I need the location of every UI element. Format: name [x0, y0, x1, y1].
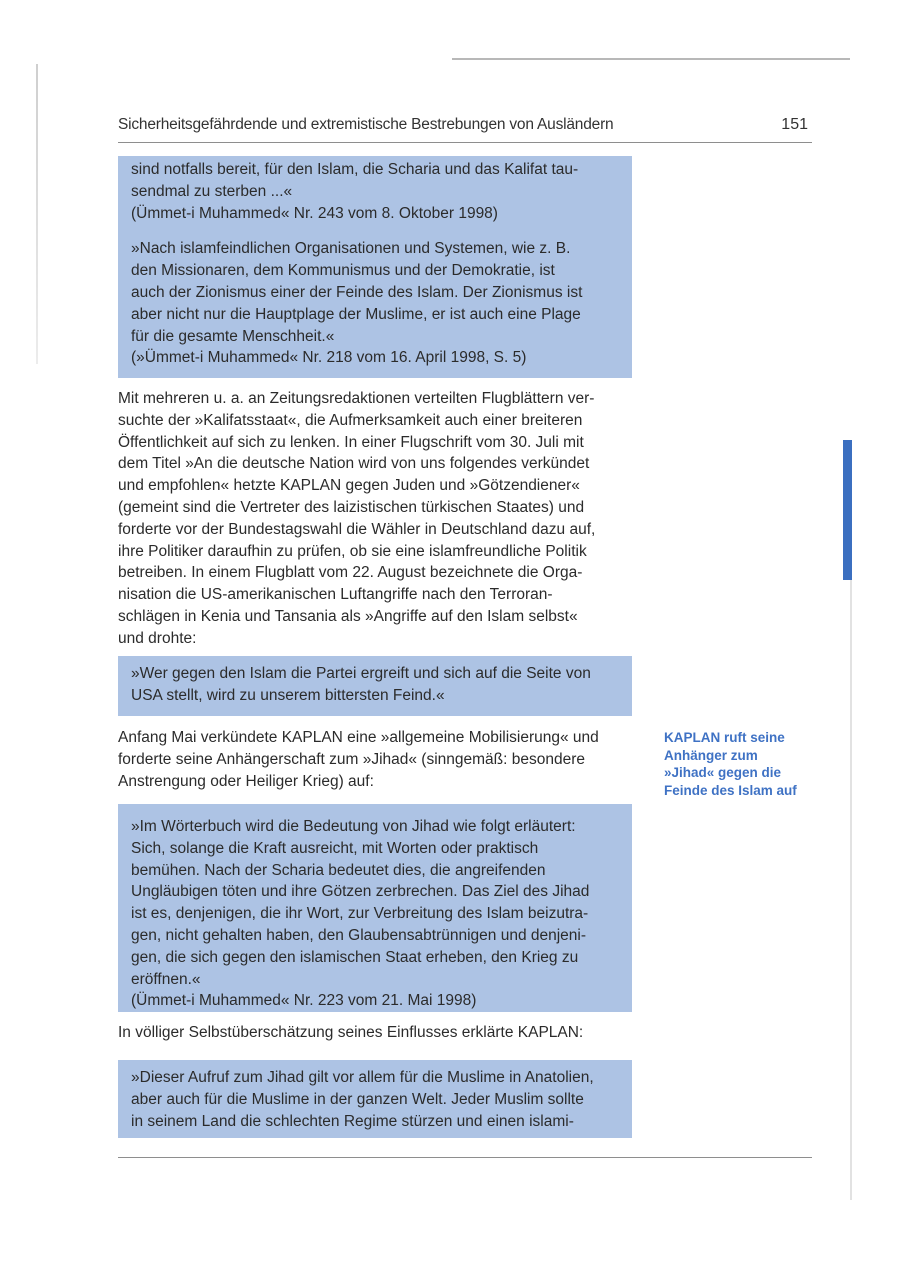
- quote-line: aber nicht nur die Hauptplage der Muslime, er ist auch eine Plage: [131, 305, 581, 323]
- body-paragraph-3: In völliger Selbstüberschätzung seines Einflusses erklärte KAPLAN:: [118, 1024, 584, 1041]
- quote-line: eröffnen.«: [131, 970, 201, 988]
- text-line: betreiben. In einem Flugblatt vom 22. August bezeichnete die Orga-: [118, 564, 583, 582]
- quote-line: »Wer gegen den Islam die Partei ergreift und sich auf die Seite von: [131, 665, 591, 682]
- body-paragraph-2: [118, 727, 632, 792]
- quote-line: Sich, solange die Kraft ausreicht, mit Worten oder praktisch: [131, 839, 539, 857]
- running-header: [118, 116, 812, 143]
- margin-note-line: Feinde des Islam auf: [664, 782, 797, 798]
- page-edge-shadow: [850, 580, 852, 1200]
- quote-block-4: [118, 1060, 632, 1138]
- page-number: 151: [781, 116, 808, 133]
- quote-block-1: [118, 156, 632, 378]
- top-scan-rule: [452, 58, 850, 60]
- margin-note-line: Anhänger zum: [664, 747, 758, 763]
- quote-line: Ungläubigen töten und ihre Götzen zerbrechen. Das Ziel des Jihad: [131, 883, 590, 901]
- text-line: forderte vor der Bundestagswahl die Wähler in Deutschland dazu auf,: [118, 520, 596, 538]
- text-line: Anstrengung oder Heiliger Krieg) auf:: [118, 772, 374, 790]
- quote-line: gen, die sich gegen den islamischen Staat erheben, den Krieg zu: [131, 948, 579, 966]
- quote-block-3: [118, 804, 632, 1012]
- scan-edge-mark: [36, 64, 38, 364]
- text-line: (gemeint sind die Vertreter des laizistischen türkischen Staates) und: [118, 498, 585, 516]
- quote-line: »Im Wörterbuch wird die Bedeutung von Jihad wie folgt erläutert:: [131, 818, 576, 835]
- text-line: ihre Politiker daraufhin zu prüfen, ob sie eine islamfreundliche Politik: [118, 542, 587, 560]
- footer-rule: [118, 1157, 812, 1158]
- text-line: und drohte:: [118, 629, 197, 647]
- paragraph-gap: [131, 224, 619, 238]
- text-line: Anfang Mai verkündete KAPLAN eine »allgemeine Mobilisierung« und: [118, 729, 599, 746]
- quote-line: USA stellt, wird zu unserem bittersten Feind.«: [131, 686, 445, 704]
- chapter-side-tab: [843, 440, 852, 580]
- quote-line: in seinem Land die schlechten Regime stürzen und einen islami-: [131, 1112, 574, 1130]
- quote-line: auch der Zionismus einer der Feinde des Islam. Der Zionismus ist: [131, 283, 583, 301]
- body-paragraph-1: [118, 388, 632, 650]
- text-line: dem Titel »An die deutsche Nation wird von uns folgendes verkündet: [118, 455, 590, 473]
- quote-line: »Nach islamfeindlichen Organisationen und Systemen, wie z. B.: [131, 240, 571, 258]
- quote-line: aber auch für die Muslime in der ganzen Welt. Jeder Muslim sollte: [131, 1090, 584, 1108]
- margin-note-line: »Jihad« gegen die: [664, 765, 782, 781]
- quote-block-2: [118, 656, 632, 716]
- text-line: schlägen in Kenia und Tansania als »Angriffe auf den Islam selbst«: [118, 607, 578, 625]
- quote-line: »Dieser Aufruf zum Jihad gilt vor allem für die Muslime in Anatolien,: [131, 1069, 594, 1086]
- quote-line: gen, nicht gehalten haben, den Glaubensabtrünnigen und denjeni-: [131, 926, 587, 944]
- text-line: suchte der »Kalifatsstaat«, die Aufmerksamkeit auch einer breiteren: [118, 411, 583, 429]
- quote-source: (»Ümmet-i Muhammed« Nr. 218 vom 16. April 1998, S. 5): [131, 349, 527, 367]
- text-line: forderte seine Anhängerschaft zum »Jihad« (sinngemäß: besondere: [118, 750, 586, 768]
- quote-line: den Missionaren, dem Kommunismus und der Demokratie, ist: [131, 262, 555, 280]
- quote-source: (Ümmet-i Muhammed« Nr. 223 vom 21. Mai 1998): [131, 992, 477, 1010]
- quote-line: sind notfalls bereit, für den Islam, die Scharia und das Kalifat tau-: [131, 161, 579, 178]
- margin-note: [664, 729, 834, 799]
- quote-line: bemühen. Nach der Scharia bedeutet dies, die angreifenden: [131, 861, 546, 879]
- quote-source: (Ümmet-i Muhammed« Nr. 243 vom 8. Oktober 1998): [131, 204, 498, 222]
- quote-line: für die gesamte Menschheit.«: [131, 327, 335, 345]
- running-header-title: Sicherheitsgefährdende und extremistische Bestrebungen von Ausländern: [118, 116, 614, 133]
- quote-line: ist es, denjenigen, die ihr Wort, zur Verbreitung des Islam beizutra-: [131, 905, 589, 923]
- quote-line: sendmal zu sterben ...«: [131, 182, 293, 200]
- text-line: Mit mehreren u. a. an Zeitungsredaktionen verteilten Flugblättern ver-: [118, 390, 595, 407]
- margin-note-line: KAPLAN ruft seine: [664, 730, 785, 745]
- text-line: nisation die US-amerikanischen Luftangriffe nach den Terroran-: [118, 586, 553, 604]
- text-line: Öffentlichkeit auf sich zu lenken. In einer Flugschrift vom 30. Juli mit: [118, 433, 584, 451]
- text-line: und empfohlen« hetzte KAPLAN gegen Juden und »Götzendiener«: [118, 477, 580, 495]
